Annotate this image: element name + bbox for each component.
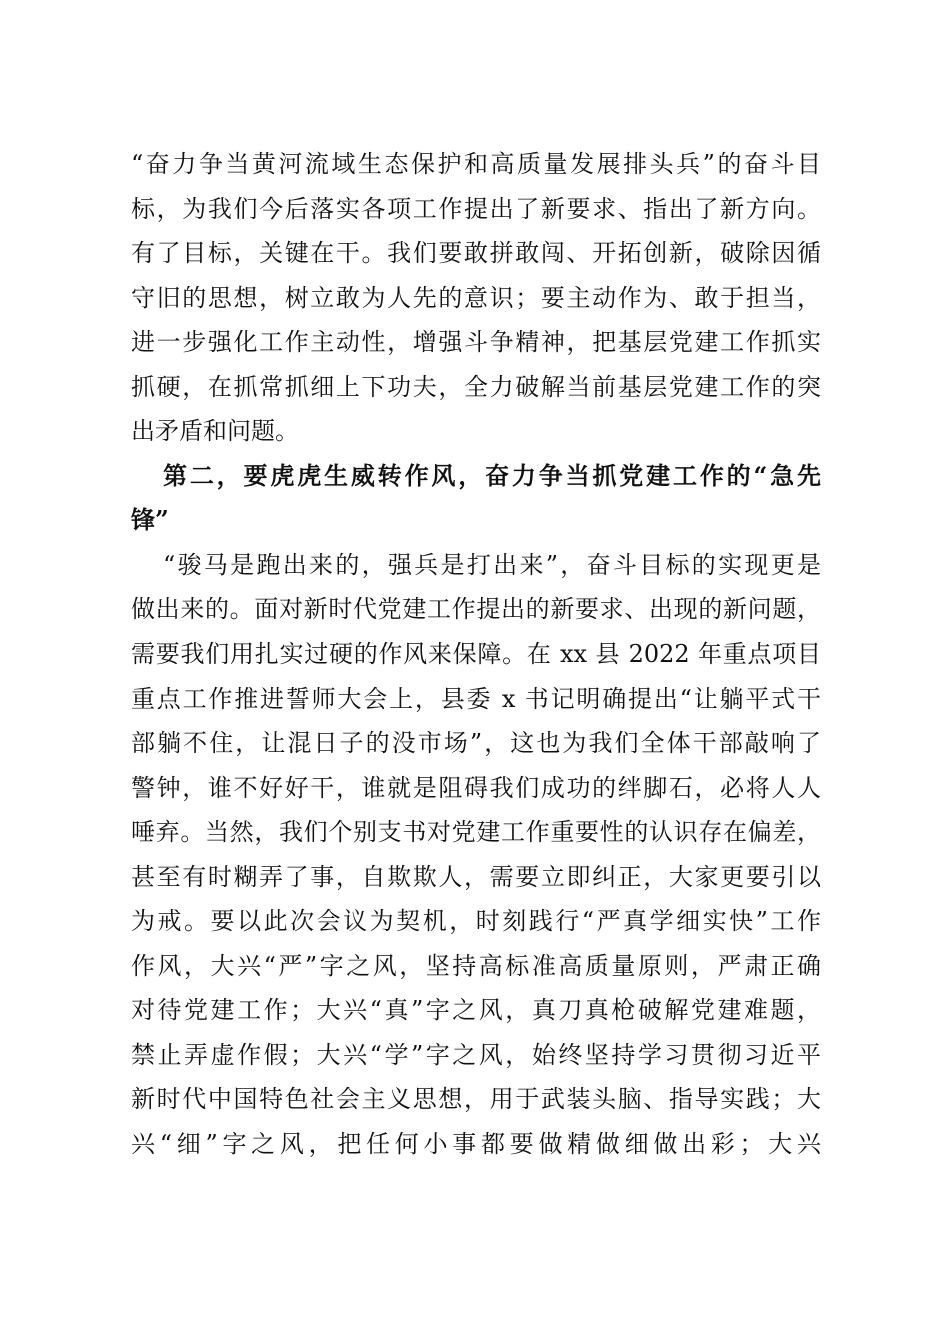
paragraph-line: 做出来的。面对新时代党建工作提出的新要求、出现的新问题，: [131, 595, 821, 624]
paragraph-line: 需要我们用扎实过硬的作风来保障。在 xx 县 2022 年重点项目: [131, 640, 821, 669]
paragraph-line: 重点工作推进誓师大会上，县委 x 书记明确提出“让躺平式干: [131, 684, 821, 713]
paragraph-line: 作风，大兴“严”字之风，坚持高标准高质量原则，严肃正确: [131, 951, 821, 980]
paragraph-line: 唾弃。当然，我们个别支书对党建工作重要性的认识存在偏差，: [131, 818, 821, 847]
paragraph-line: 有了目标，关键在干。我们要敢拼敢闯、开拓创新，破除因循: [131, 239, 821, 268]
document-body: [131, 142, 821, 1167]
paragraph-line: 出矛盾和问题。: [131, 417, 299, 446]
paragraph-line: 抓硬，在抓常抓细上下功夫，全力破解当前基层党建工作的突: [131, 372, 821, 401]
paragraph-line: 新时代中国特色社会主义思想，用于武装头脑、指导实践；大: [131, 1085, 821, 1114]
paragraph-line: 对待党建工作；大兴“真”字之风，真刀真枪破解党建难题，: [131, 996, 821, 1025]
paragraph-line: 守旧的思想，树立敢为人先的意识；要主动作为、敢于担当，: [131, 283, 821, 312]
section-heading-line: 第二，要虎虎生威转作风，奋力争当抓党建工作的“急先: [163, 460, 821, 490]
paragraph-line: 甚至有时糊弄了事，自欺欺人，需要立即纠正，大家更要引以: [131, 862, 821, 891]
paragraph-line: 警钟，谁不好好干，谁就是阻碍我们成功的绊脚石，必将人人: [131, 773, 821, 802]
paragraph-line: 为戒。要以此次会议为契机，时刻践行“严真学细实快”工作: [131, 907, 821, 936]
paragraph-line: “骏马是跑出来的，强兵是打出来”，奋斗目标的实现更是: [163, 550, 821, 579]
paragraph-line: 进一步强化工作主动性，增强斗争精神，把基层党建工作抓实: [131, 328, 821, 357]
paragraph-line: 兴“细”字之风，把任何小事都要做精做细做出彩；大兴: [131, 1130, 821, 1159]
paragraph-line: 部躺不住，让混日子的没市场”，这也为我们全体干部敲响了: [131, 729, 821, 758]
paragraph-line: 禁止弄虚作假；大兴“学”字之风，始终坚持学习贯彻习近平: [131, 1040, 821, 1069]
section-heading-line: 锋”: [131, 505, 169, 535]
paragraph-line: 标，为我们今后落实各项工作提出了新要求、指出了新方向。: [131, 194, 821, 223]
paragraph-line: “奋力争当黄河流域生态保护和高质量发展排头兵”的奋斗目: [131, 150, 821, 178]
